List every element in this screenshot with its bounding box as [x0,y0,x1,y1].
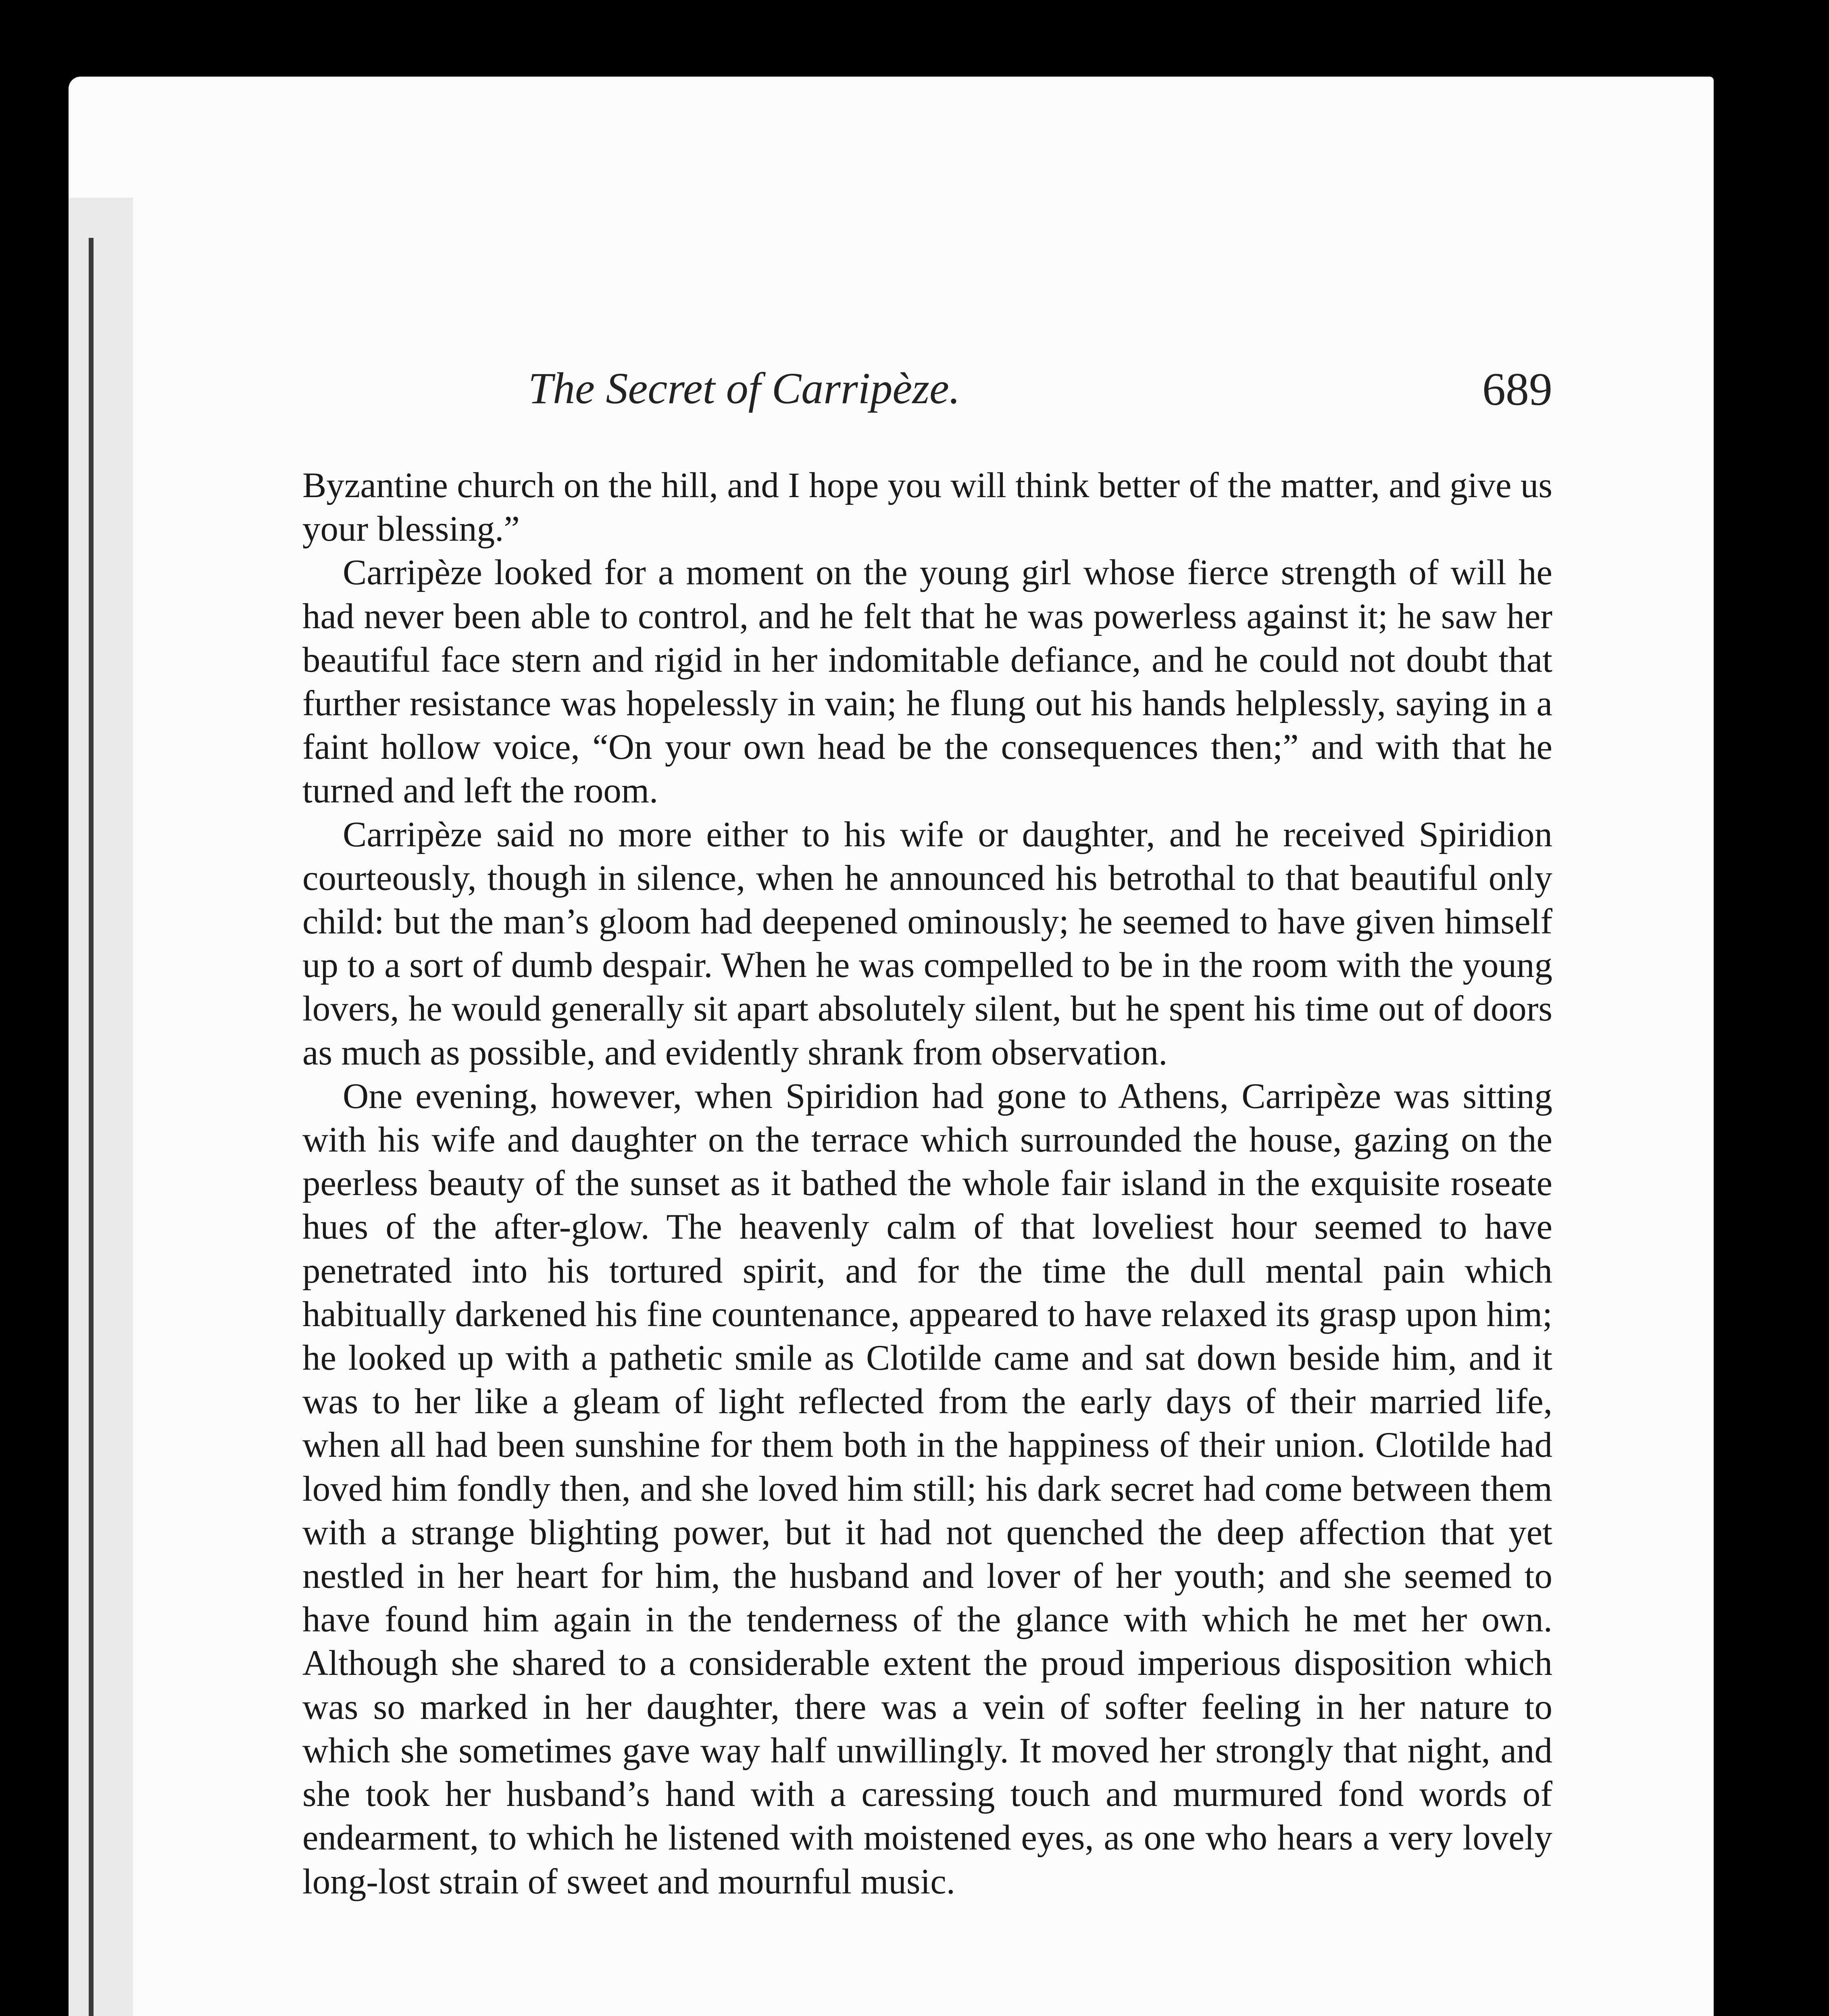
paragraph-continued: Byzantine church on the hill, and I hope you will think better of the matter, and give us your blessing.” [302,466,1552,549]
book-page [69,77,1714,2016]
page-number: 689 [1482,364,1552,415]
paragraph: Carripèze looked for a moment on the young girl whose fierce strength of will he had never been able to control, and he felt that he was powerless against it; he saw her beautiful face stern and rigid in her indomitable defiance, and he could not doubt that further resistance was hopelessly in vain; he flung out his hands helplessly, saying in a faint hollow voice, “On your own head be the consequences then;” and with that he turned and left the room. [302,553,1552,811]
body-text [302,464,1552,1904]
page-header [294,302,1552,415]
page-gutter-shadow [69,198,133,2016]
running-title: The Secret of Carripèze. [528,364,960,413]
paragraph: Carripèze said no more either to his wife or daughter, and he received Spiridion courteously, though in silence, when he announced his betrothal to that beautiful only child: but the man’s gloom had deepened ominously; he seemed to have given himself up to a sort of dumb despair. When he was compelled to be in the room with the young lovers, he would generally sit apart absolutely silent, but he spent his time out of doors as much as possible, and evidently shrank from observation. [302,814,1552,1073]
paragraph: One evening, however, when Spiridion had gone to Athens, Carripèze was sitting with his wife and daughter on the terrace which surrounded the house, gazing on the peerless beauty of the sunset as it bathed the whole fair island in the exquisite roseate hues of the after-glow. The heavenly calm of that loveliest hour seemed to have penetrated into his tortured spirit, and for the time the dull mental pain which habitually darkened his fine countenance, appeared to have relaxed its grasp upon him; he looked up with a pathetic smile as Clotilde came and sat down beside him, and it was to her like a gleam of light reflected from the early days of their married life, when all had been sunshine for them both in the happiness of their union. Clotilde had loved him fondly then, and she loved him still; his dark secret had come between them with a strange blighting power, but it had not quenched the deep affection that yet nestled in her heart for him, the husband and lover of her youth; and she seemed to have found him again in the tenderness of the glance with which he met her own. Although she shared to a considerable extent the proud imperious disposition which was so marked in her daughter, there was a vein of softer feeling in her nature to which she sometimes gave way half unwillingly. It moved her strongly that night, and she took her husband’s hand with a caressing touch and murmured fond words of endearment, to which he listened with moistened eyes, as one who hears a very lovely long-lost strain of sweet and mournful music. [302,1076,1552,1901]
binding-edge [89,238,94,2016]
